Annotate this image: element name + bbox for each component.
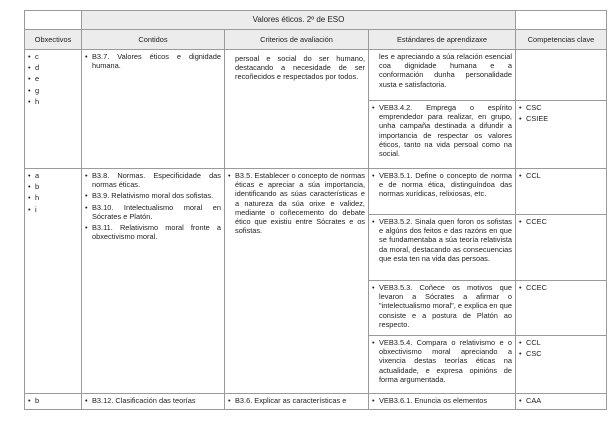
obxectivo-item: • b <box>28 396 78 405</box>
estandar-block <box>369 215 515 281</box>
contido-item: • B3.12. Clasificación das teorías <box>85 396 221 405</box>
estandar-text: • VEB3.5.1. Define o concepto de norma e de norma ética, distinguíndoa das normas xurídicas, relixiosas, etc. <box>372 171 512 199</box>
criterio-text: • B3.6. Explicar as características e <box>228 396 365 405</box>
table-row <box>25 50 607 169</box>
competencia-item: • CCEC <box>519 217 603 226</box>
obxectivo-item: • c <box>28 52 78 61</box>
blank-header-cell <box>516 11 607 30</box>
header-competencias: Competencias clave <box>516 30 607 50</box>
estandar-text: • VEB3.5.3. Coñece os motivos que levaron a Sócrates a afirmar o "intelectualismo moral", e explica en que consiste e a postura de Platón ao respecto. <box>372 283 512 329</box>
estandares-cell <box>369 169 516 394</box>
competencias-cell <box>516 169 607 394</box>
criterios-cell <box>225 169 369 394</box>
competencia-block <box>516 101 606 168</box>
header-obxectivos: Obxectivos <box>25 30 82 50</box>
header-contidos: Contidos <box>82 30 225 50</box>
competencia-item: • CAA <box>519 396 603 405</box>
obxectivo-item: • b <box>28 182 78 191</box>
criterios-cell <box>225 50 369 169</box>
obxectivos-cell <box>25 50 82 169</box>
criterios-cell <box>225 394 369 410</box>
competencia-block <box>516 281 606 336</box>
header-row <box>25 30 607 50</box>
curriculum-table <box>24 10 607 410</box>
table-row <box>25 394 607 410</box>
estandar-block <box>369 336 515 393</box>
estandar-block <box>369 169 515 215</box>
blank-header-cell <box>25 11 82 30</box>
criterio-text: • B3.5. Establecer o concepto de normas éticas e apreciar a súa importancia, identificando as súas características e a natureza da súa orixe e validez, mediante o coñecemento do debate ético que existiu entre Sócrates e os sofistas. <box>228 171 365 235</box>
estandares-cell <box>369 394 516 410</box>
contido-item: • B3.8. Normas. Especificidade das normas éticas. <box>85 171 221 189</box>
contidos-cell <box>82 169 225 394</box>
obxectivo-item: • h <box>28 193 78 202</box>
competencia-block <box>516 336 606 393</box>
estandar-text: • VEB3.5.4. Compara o relativismo e o obxectivismo moral apreciando a vixencia destas teorías éticas na actualidade, e expresa opinións de forma argumentada. <box>372 338 512 384</box>
obxectivos-cell <box>25 394 82 410</box>
competencia-item: • CSIEE <box>519 114 603 123</box>
competencia-item: • CSC <box>519 349 603 358</box>
obxectivos-cell <box>25 169 82 394</box>
competencia-item: • CCL <box>519 171 603 180</box>
title-row <box>25 11 607 30</box>
competencia-item: • CCL <box>519 338 603 347</box>
competencia-item: • CSC <box>519 103 603 112</box>
estandar-text: les e apreciando a súa relación esencial coa dignidade humana e a conformación dunha personalidade xusta e satisfactoria. <box>379 52 512 89</box>
estandares-cell <box>369 50 516 169</box>
competencias-cell <box>516 50 607 169</box>
obxectivo-item: • h <box>28 97 78 106</box>
header-estandares: Estándares de aprendizaxe <box>369 30 516 50</box>
contido-item: • B3.11. Relativismo moral fronte a obxectivismo moral. <box>85 223 221 241</box>
table-title: Valores éticos. 2º de ESO <box>82 11 516 30</box>
contidos-cell <box>82 394 225 410</box>
contido-item: • B3.10. Intelectualismo moral en Sócrates e Platón. <box>85 203 221 221</box>
estandar-text: • VEB3.6.1. Enuncia os elementos <box>372 396 512 405</box>
estandar-text: • VEB3.4.2. Emprega o espírito emprendedor para realizar, en grupo, unha campaña destinada a difundir a importancia de respectar os valores éticos, tanto na vida persoal como na social. <box>372 103 512 158</box>
competencias-cell <box>516 394 607 410</box>
obxectivo-item: • i <box>28 205 78 214</box>
obxectivo-item: • d <box>28 63 78 72</box>
contido-item: • B3.7. Valores éticos e dignidade humana. <box>85 52 221 70</box>
contido-item: • B3.9. Relativismo moral dos sofistas. <box>85 191 221 200</box>
competencia-item: • CCEC <box>519 283 603 292</box>
competencia-block <box>516 169 606 215</box>
contidos-cell <box>82 50 225 169</box>
obxectivo-item: • g <box>28 86 78 95</box>
criterio-text: persoal e social do ser humano, destacando a necesidade de ser recoñecidos e respectados por todos. <box>235 54 365 82</box>
estandar-block <box>369 50 515 101</box>
obxectivo-item: • e <box>28 74 78 83</box>
competencia-block <box>516 215 606 281</box>
header-criterios: Criterios de avaliación <box>225 30 369 50</box>
obxectivo-item: • a <box>28 171 78 180</box>
competencia-block <box>516 50 606 101</box>
table-row <box>25 169 607 394</box>
estandar-block <box>369 281 515 336</box>
estandar-text: • VEB3.5.2. Sinala quen foron os sofistas e algúns dos feitos e das razóns en que se fundamentaba a súa teoría relativista da moral, destacando as consecuencias que esta ten na vida das persoas. <box>372 217 512 263</box>
estandar-block <box>369 101 515 168</box>
